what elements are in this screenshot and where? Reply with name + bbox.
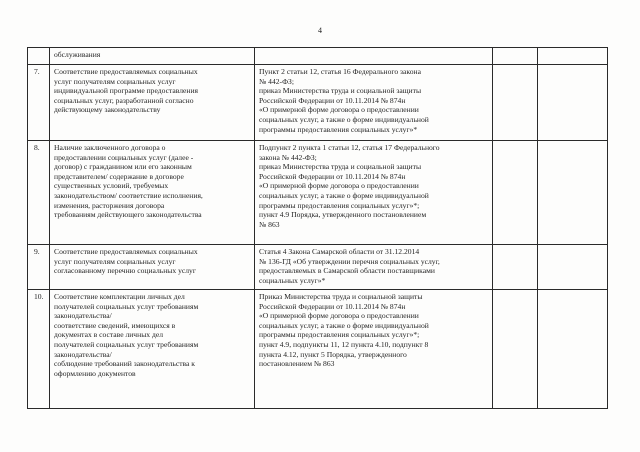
basis-line: Российской Федерации от 10.11.2014 № 874н [259, 301, 406, 311]
basis-line: № 442-ФЗ; [259, 76, 294, 86]
criterion-line: представителем/ содержание в договоре [54, 171, 184, 181]
legal-basis-cell [255, 141, 493, 245]
criterion-line: услуг получателям социальных услуг [54, 76, 176, 86]
requirements-table [27, 47, 608, 409]
basis-line: пункт 4.9, подпункты 11, 12 пункта 4.10, подпункт 8 [259, 339, 429, 349]
basis-line: Приказ Министерства труда и социальной защиты [259, 292, 423, 301]
legal-basis-cell [255, 65, 493, 141]
criterion-cell [50, 48, 255, 65]
criterion-line: Соответствие комплектации личных дел [54, 292, 185, 301]
criterion-line: обслуживания [54, 50, 101, 59]
basis-line: Российской Федерации от 10.11.2014 № 874н [259, 95, 406, 105]
criterion-line: получателей социальных услуг требованиям [54, 301, 199, 311]
empty-cell [538, 48, 608, 65]
table-row [28, 290, 608, 409]
table-row [28, 141, 608, 245]
basis-line: Российской Федерации от 10.11.2014 № 874н [259, 171, 406, 181]
row-number: 8. [28, 141, 50, 245]
criterion-line: соблюдение требований законодательства к [54, 359, 195, 369]
basis-line: Подпункт 2 пункта 1 статьи 12, статья 17 Федерального [259, 143, 440, 152]
row-number: 9. [28, 245, 50, 290]
basis-line: Пункт 2 статьи 12, статья 16 Федерального закона [259, 67, 421, 76]
table-row [28, 245, 608, 290]
criterion-cell [50, 141, 255, 245]
criterion-cell [50, 245, 255, 290]
criterion-line: законодательства/ [54, 311, 112, 321]
table-body [28, 48, 608, 409]
table-row [28, 48, 608, 65]
criterion-line: законодательства/ [54, 349, 112, 359]
basis-line: № 136-ГД «Об утверждении перечня социальных услуг, [259, 256, 440, 266]
basis-line: «О примерной форме договора о предоставлении [259, 105, 419, 115]
legal-basis-cell [255, 290, 493, 409]
basis-line: пункт 4.9 Порядка, утвержденного постановлением [259, 210, 427, 220]
basis-line: «О примерной форме договора о предоставлении [259, 311, 419, 321]
criterion-line: существенных условий, требуемых [54, 181, 169, 191]
legal-basis-cell [255, 48, 493, 65]
criterion-line: соответствие сведений, имеющихся в [54, 320, 176, 330]
criterion-line: индивидуальной программе предоставления [54, 86, 198, 96]
criterion-line: законодательством/ соответствие исполнения, [54, 190, 203, 200]
basis-line: пункта 4.12, пункт 5 Порядка, утвержденного [259, 349, 407, 359]
empty-cell [538, 245, 608, 290]
basis-line: приказ Министерства труда и социальной защиты [259, 162, 422, 172]
criterion-line: документах в составе личных дел [54, 330, 164, 340]
criterion-line: Соответствие предоставляемых социальных [54, 67, 198, 76]
criterion-line: социальных услуг, разработанной согласно [54, 95, 194, 105]
basis-line: постановлением № 863 [259, 359, 335, 369]
basis-line: Статья 4 Закона Самарской области от 31.12.2014 [259, 247, 420, 256]
criterion-cell [50, 65, 255, 141]
basis-line: социальных услуг, а также о форме индивидуальной [259, 114, 429, 124]
criterion-cell [50, 290, 255, 409]
page-number: 4 [318, 26, 322, 35]
criterion-line: предоставлении социальных услуг (далее - [54, 152, 194, 162]
criterion-line: оформлению документов [54, 368, 136, 378]
empty-cell [493, 141, 538, 245]
basis-line: программы предоставления социальных услуг»* [259, 124, 418, 134]
basis-line: «О примерной форме договора о предоставлении [259, 181, 419, 191]
basis-line: приказ Министерства труда и социальной защиты [259, 86, 422, 96]
basis-line: социальных услуг, а также о форме индивидуальной [259, 320, 429, 330]
basis-line: закона № 442-ФЗ; [259, 152, 317, 162]
empty-cell [493, 245, 538, 290]
criterion-line: договор) с гражданином или его законным [54, 162, 192, 172]
legal-basis-cell [255, 245, 493, 290]
basis-line: социальных услуг, а также о форме индивидуальной [259, 190, 429, 200]
criterion-line: действующему законодательству [54, 105, 161, 115]
criterion-line: изменения, расторжения договора [54, 200, 165, 210]
row-number [28, 48, 50, 65]
criterion-line: согласованному перечню социальных услуг [54, 266, 196, 276]
empty-cell [538, 290, 608, 409]
criterion-line: получателей социальных услуг требованиям [54, 339, 199, 349]
basis-line: программы предоставления социальных услуг»*; [259, 330, 420, 340]
empty-cell [493, 65, 538, 141]
basis-line: программы предоставления социальных услуг»*; [259, 200, 420, 210]
table-row [28, 65, 608, 141]
empty-cell [493, 48, 538, 65]
criterion-line: Соответствие предоставляемых социальных [54, 247, 198, 256]
row-number: 7. [28, 65, 50, 141]
basis-line: социальных услуг»* [259, 275, 326, 285]
basis-line: № 863 [259, 219, 280, 229]
empty-cell [493, 290, 538, 409]
basis-line: предоставляемых в Самарской области поставщиками [259, 266, 435, 276]
criterion-line: требованиям действующего законодательства [54, 210, 202, 220]
empty-cell [538, 141, 608, 245]
criterion-line: Наличие заключенного договора о [54, 143, 166, 152]
criterion-line: услуг получателям социальных услуг [54, 256, 176, 266]
empty-cell [538, 65, 608, 141]
row-number: 10. [28, 290, 50, 409]
